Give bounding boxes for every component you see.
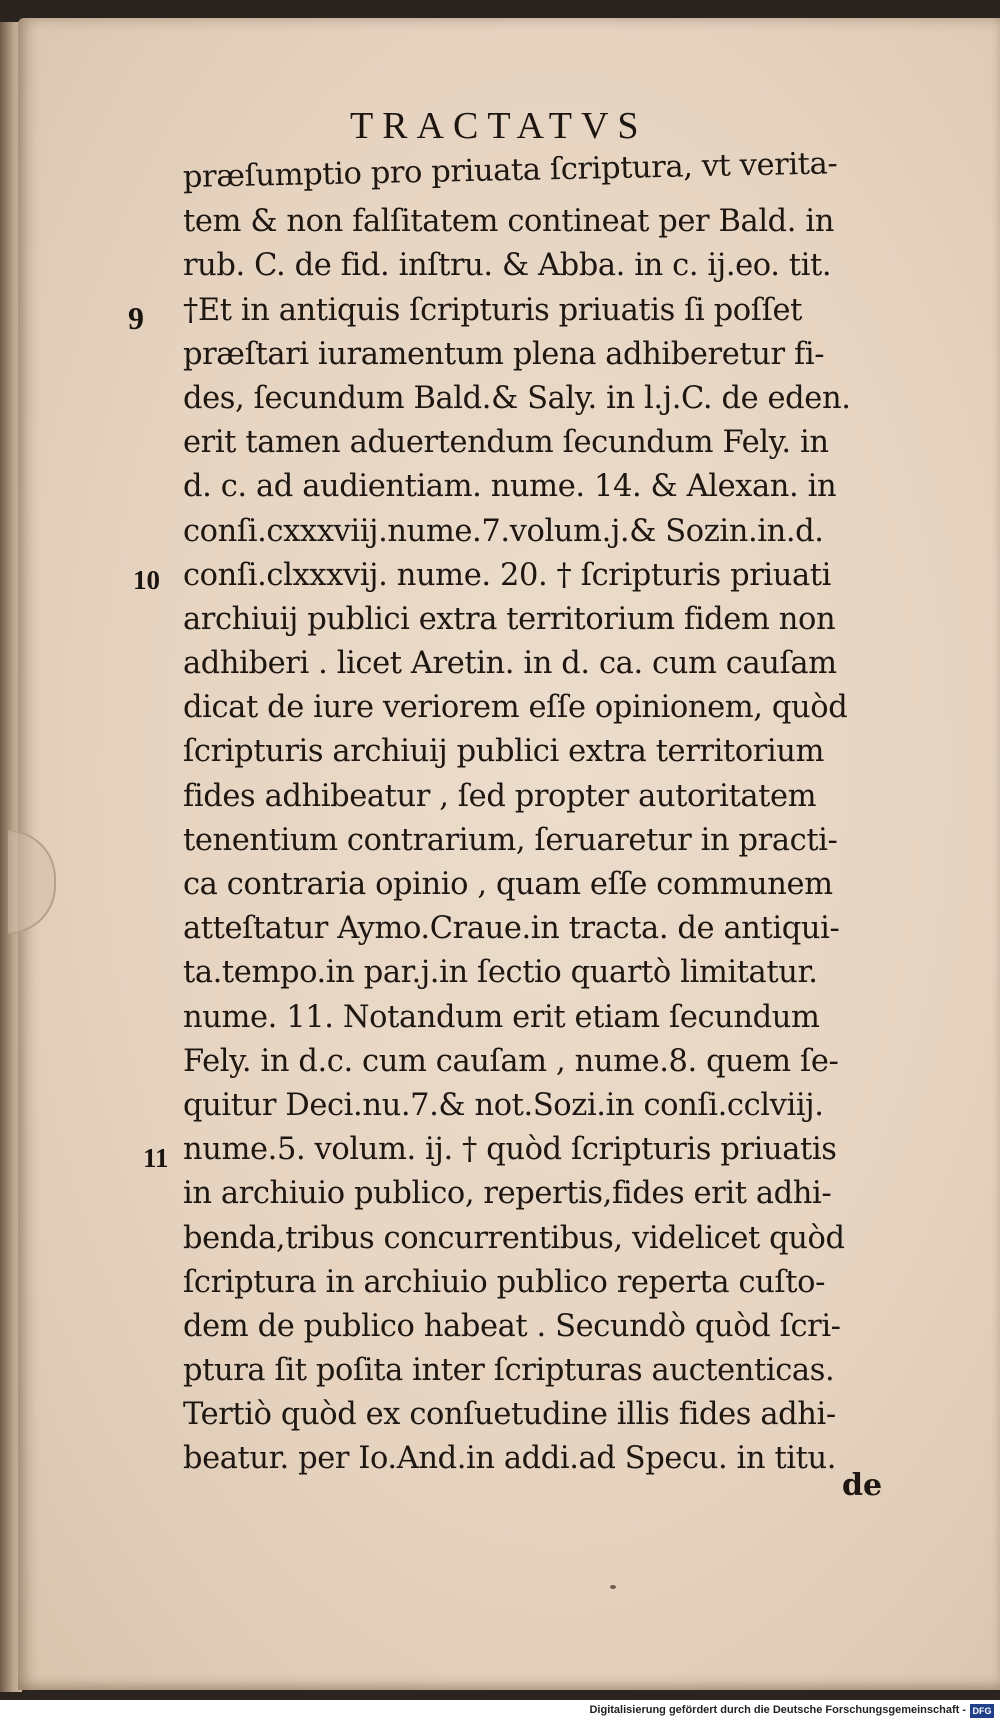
text-line: beatur. per Io.And.in addi.ad Specu. in titu. bbox=[183, 1441, 837, 1477]
text-line: præſumptio pro priuata ſcriptura, vt verita- bbox=[182, 146, 838, 195]
text-line: conſi.clxxxvij. nume. 20. † ſcripturis priuati bbox=[183, 557, 831, 593]
ink-spot bbox=[610, 1585, 616, 1589]
text-line: ca contraria opinio , quam eſſe communem bbox=[183, 867, 833, 902]
body-text bbox=[182, 146, 903, 1482]
text-line: d. c. ad audientiam. nume. 14. & Alexan. in bbox=[183, 469, 837, 505]
text-line: benda,tribus concurrentibus, videlicet quòd bbox=[183, 1220, 845, 1256]
text-line: tem & non falſitatem contineat per Bald. in bbox=[183, 204, 834, 240]
text-line: quitur Deci.nu.7.& not.Sozi.in conſi.cclviij. bbox=[183, 1087, 824, 1123]
text-line: rub. C. de fid. inſtru. & Abba. in c. ij.eo. tit. bbox=[183, 248, 832, 284]
text-line: atteſtatur Aymo.Craue.in tracta. de antiqui- bbox=[183, 911, 840, 947]
text-line: conſi.cxxxviij.nume.7.volum.j.& Sozin.in.d. bbox=[183, 513, 824, 549]
margin-number-9: 9 bbox=[128, 300, 144, 336]
catchword: de bbox=[842, 1468, 883, 1503]
text-line: dicat de iure veriorem eſſe opinionem, quòd bbox=[183, 690, 848, 726]
footer-credit: Digitalisierung gefördert durch die Deutsche Forschungsgemeinschaft - bbox=[589, 1704, 966, 1716]
text-line: præſtari iuramentum plena adhiberetur fi- bbox=[183, 336, 825, 372]
text-line: erit tamen aduertendum ſecundum Fely. in bbox=[183, 425, 829, 461]
text-line: nume.5. volum. ij. † quòd ſcripturis priuatis bbox=[183, 1132, 837, 1168]
margin-number-10: 10 bbox=[133, 565, 160, 595]
text-line: dem de publico habeat . Secundò quòd ſcri- bbox=[183, 1308, 841, 1344]
text-line: ſcriptura in archiuio publico reperta cuſto- bbox=[183, 1264, 825, 1300]
dfg-logo-icon: DFG bbox=[970, 1704, 994, 1718]
text-line: nume. 11. Notandum erit etiam ſecundum bbox=[183, 999, 820, 1035]
text-line: ta.tempo.in par.j.in ſectio quartò limitatur. bbox=[183, 955, 818, 991]
text-line: ptura ſit poſita inter ſcripturas auctenticas. bbox=[183, 1353, 835, 1389]
text-line: archiuij publici extra territorium fidem non bbox=[183, 601, 836, 637]
text-line: adhiberi . licet Aretin. in d. ca. cum cauſam bbox=[183, 646, 837, 682]
text-line: tenentium contrarium, ſeruaretur in practi- bbox=[183, 822, 838, 858]
text-line: ſcripturis archiuij publici extra territorium bbox=[183, 734, 825, 770]
text-line: fides adhibeatur , ſed propter autoritatem bbox=[183, 778, 817, 814]
text-line: in archiuio publico, repertis,fides erit adhi- bbox=[183, 1176, 832, 1212]
text-line: des, ſecundum Bald.& Saly. in l.j.C. de eden. bbox=[183, 380, 851, 416]
text-line: Fely. in d.c. cum cauſam , nume.8. quem ſe- bbox=[183, 1043, 839, 1079]
margin-number-11: 11 bbox=[143, 1143, 169, 1173]
text-line: †Et in antiquis ſcripturis priuatis ſi poſſet bbox=[183, 292, 803, 328]
running-title: TRACTATVS bbox=[350, 105, 648, 147]
text-line: Tertiò quòd ex conſuetudine illis fides adhi- bbox=[183, 1397, 836, 1433]
